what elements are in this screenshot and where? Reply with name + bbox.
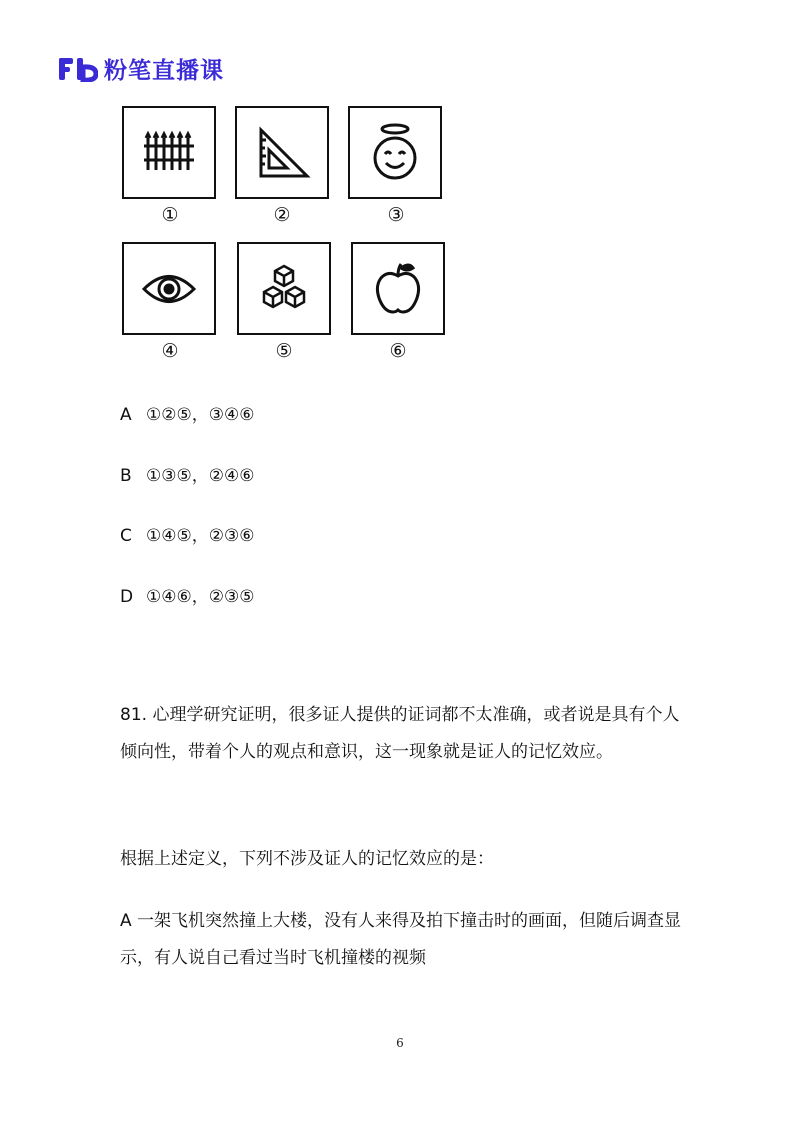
figure-4-label: ④ <box>161 340 179 362</box>
question-81-stem: 81. 心理学研究证明，很多证人提供的证词都不太准确，或者说是具有个人倾向性，带着个人的观点和意识，这一现象就是证人的记忆效应。 <box>120 705 680 762</box>
figure-3 <box>348 106 442 199</box>
smiley-halo-icon <box>360 118 430 188</box>
option-c[interactable] <box>120 521 254 546</box>
figure-1-label: ① <box>161 204 179 226</box>
option-text: ①②⑤，③④⑥ <box>146 405 255 425</box>
question-81-prompt: 根据上述定义，下列不涉及证人的记忆效应的是： <box>120 849 494 869</box>
option-letter: A <box>120 405 132 425</box>
option-d[interactable] <box>120 582 254 607</box>
option-letter: C <box>120 526 132 546</box>
figure-1 <box>122 106 216 199</box>
apple-icon <box>363 254 433 324</box>
brand-logo <box>58 52 224 85</box>
question-81-option-a[interactable]: A 一架飞机突然撞上大楼，没有人来得及拍下撞击时的画面，但随后调查显示，有人说自己看过当时飞机撞楼的视频 <box>120 911 682 968</box>
figure-2-label: ② <box>273 204 291 226</box>
option-a[interactable] <box>120 400 254 425</box>
figure-3-label: ③ <box>387 204 405 226</box>
figure-6-label: ⑥ <box>389 340 407 362</box>
figure-2 <box>235 106 329 199</box>
brand-name: 粉笔直播课 <box>104 58 224 84</box>
fb-logo-icon <box>58 56 98 82</box>
figure-4 <box>122 242 216 335</box>
figure-5-label: ⑤ <box>275 340 293 362</box>
cubes-icon <box>249 254 319 324</box>
option-letter: B <box>120 466 132 486</box>
option-text: ①④⑥，②③⑤ <box>146 587 255 607</box>
option-text: ①③⑤，②④⑥ <box>146 466 255 486</box>
figure-6 <box>351 242 445 335</box>
eye-icon <box>134 254 204 324</box>
figure-5 <box>237 242 331 335</box>
option-text: ①④⑤，②③⑥ <box>146 526 255 546</box>
option-b[interactable] <box>120 461 254 486</box>
option-letter: D <box>120 587 134 607</box>
page-number: 6 <box>396 1036 404 1050</box>
fence-icon <box>134 118 204 188</box>
set-square-icon <box>247 118 317 188</box>
